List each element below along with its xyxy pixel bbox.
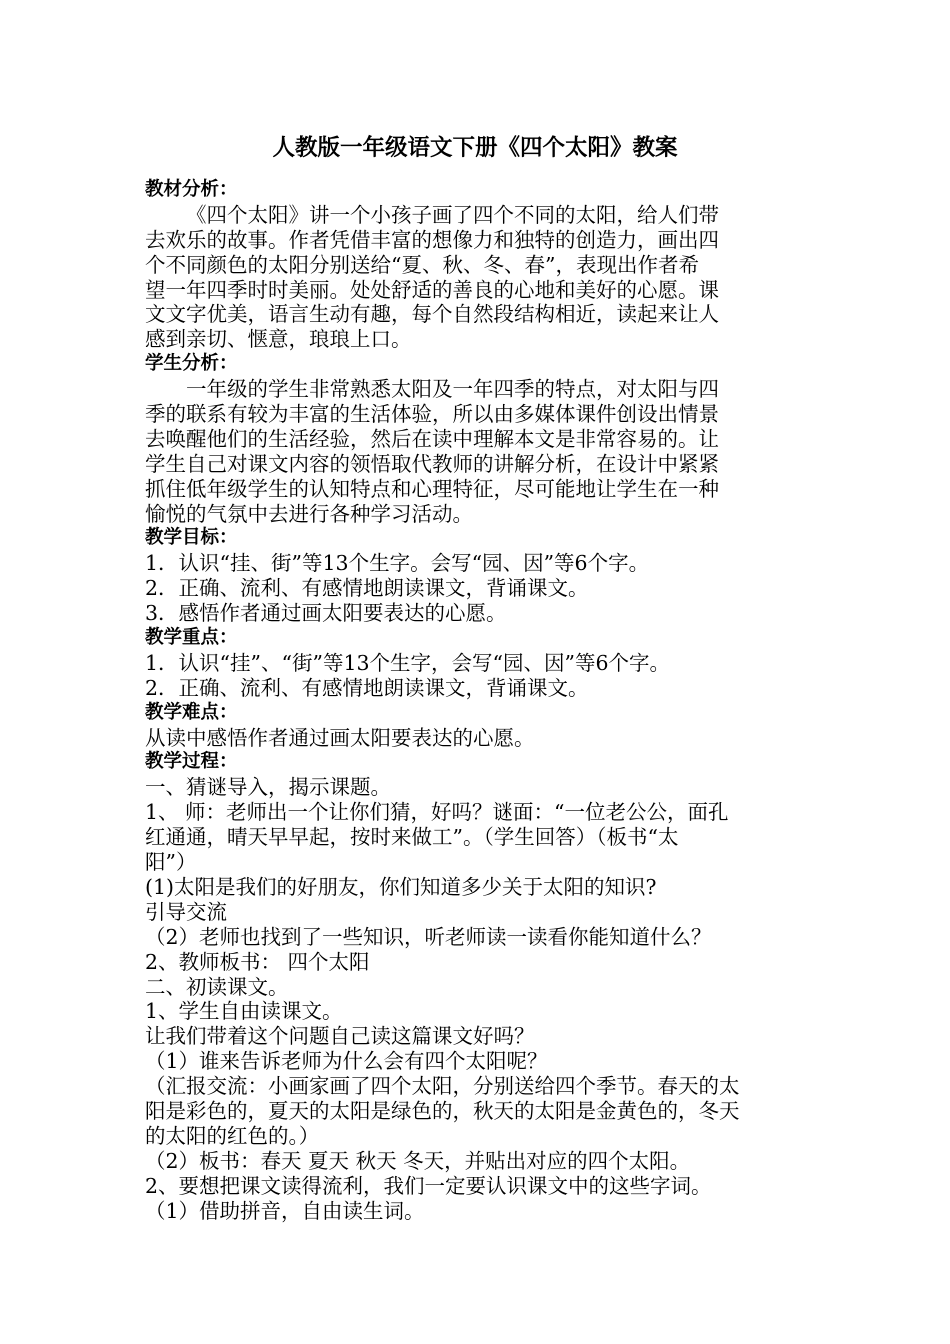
section-heading: 教学难点： (145, 701, 238, 723)
text-line: 2．正确、流利、有感情地朗读课文，背诵课文。 (145, 675, 589, 700)
text-line: （1）借助拼音，自由读生词。 (145, 1198, 425, 1223)
section-heading: 教学过程： (145, 751, 238, 773)
text-line: 2．正确、流利、有感情地朗读课文，背诵课文。 (145, 576, 589, 601)
text-line: 阳是彩色的，夏天的太阳是绿色的，秋天的太阳是金黄色的，冬天 (145, 1098, 740, 1123)
text-line: （汇报交流：小画家画了四个太阳，分别送给四个季节。春天的太 (145, 1074, 740, 1099)
text-line: 望一年四季时时美丽。处处舒适的善良的心地和美好的心愿。课 (145, 277, 719, 302)
section-heading: 教学重点： (145, 627, 238, 649)
text-line: 去欢乐的故事。作者凭借丰富的想像力和独特的创造力，画出四 (145, 227, 719, 252)
section-heading: 学生分析： (145, 353, 238, 375)
text-line: 感到亲切、惬意，琅琅上口。 (145, 327, 412, 352)
text-line: 去唤醒他们的生活经验，然后在读中理解本文是非常容易的。让 (145, 426, 719, 451)
section-heading: 教材分析： (145, 179, 238, 200)
text-line: 让我们带着这个问题自己读这篇课文好吗？ (145, 1024, 535, 1049)
text-line: 阳”） (145, 850, 197, 875)
text-line: 2、教师板书： 四个太阳 (145, 949, 370, 974)
text-line: （2）板书：春天 夏天 秋天 冬天，并贴出对应的四个太阳。 (145, 1148, 691, 1173)
text-line: （1）谁来告诉老师为什么会有四个太阳呢？ (145, 1049, 548, 1074)
text-line: 1、 师：老师出一个让你们猜，好吗？谜面：“一位老公公，面孔 (145, 800, 729, 825)
text-line: 《四个太阳》讲一个小孩子画了四个不同的太阳，给人们带 (186, 202, 719, 227)
text-line: 一年级的学生非常熟悉太阳及一年四季的特点，对太阳与四 (186, 377, 719, 402)
text-line: 抓住低年级学生的认知特点和心理特征，尽可能地让学生在一种 (145, 476, 719, 501)
text-line: 2、要想把课文读得流利，我们一定要认识课文中的这些字词。 (145, 1173, 712, 1198)
text-line: 的太阳的红色的。） (145, 1123, 320, 1148)
text-line: 1．认识“挂、街”等13个生字。会写“园、因”等6个字。 (145, 551, 650, 576)
text-line: 1．认识“挂”、“街”等13个生字，会写“园、因”等6个字。 (145, 650, 671, 675)
text-line: 季的联系有较为丰富的生活体验，所以由多媒体课件创设出情景 (145, 402, 719, 427)
text-line: 文文字优美，语言生动有趣，每个自然段结构相近，读起来让人 (145, 302, 719, 327)
text-line: 从读中感悟作者通过画太阳要表达的心愿。 (145, 725, 535, 750)
text-line: （2）老师也找到了一些知识，听老师读一读看你能知道什么？ (145, 924, 712, 949)
document-page (145, 128, 805, 1223)
text-line: 一、猜谜导入，揭示课题。 (145, 775, 391, 800)
text-line: 红通通，晴天早早起，按时来做工”。（学生回答）（板书“太 (145, 825, 679, 850)
text-line: 个不同颜色的太阳分别送给“夏、秋、冬、春”，表现出作者希 (145, 252, 699, 277)
text-line: (1)太阳是我们的好朋友，你们知道多少关于太阳的知识? (145, 874, 657, 899)
text-line: 学生自己对课文内容的领悟取代教师的讲解分析，在设计中紧紧 (145, 451, 719, 476)
text-line: 愉悦的气氛中去进行各种学习活动。 (145, 501, 473, 526)
section-heading: 教学目标： (145, 527, 238, 549)
text-line: 3．感悟作者通过画太阳要表达的心愿。 (145, 601, 507, 626)
document-title: 人教版一年级语文下册《四个太阳》教案 (272, 135, 678, 161)
text-line: 1、学生自由读课文。 (145, 999, 343, 1024)
document-body (145, 178, 805, 1223)
text-line: 引导交流 (145, 899, 227, 924)
text-line: 二、初读课文。 (145, 974, 289, 999)
